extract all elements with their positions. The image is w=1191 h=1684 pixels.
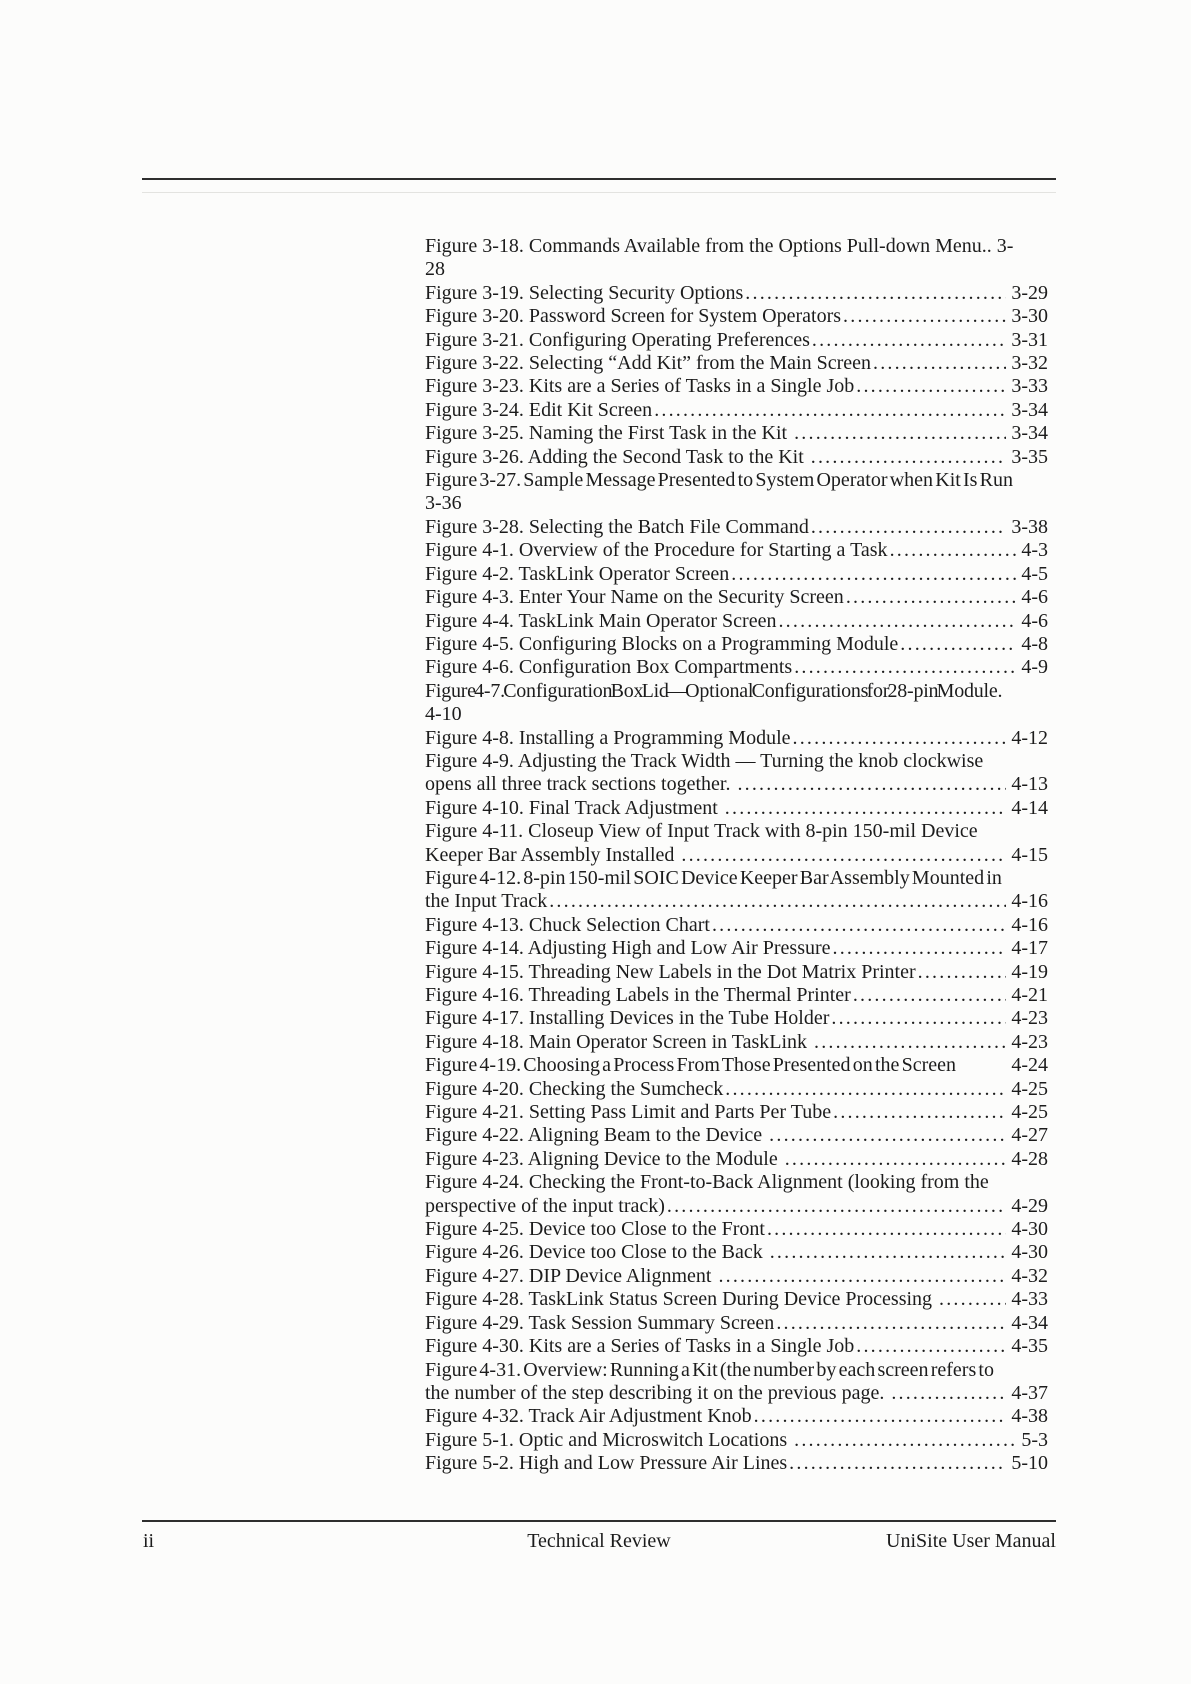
figure-title: Figure 4-18. Main Operator Screen in TaskLink <box>425 1030 813 1053</box>
page-number: 4-23 <box>1011 1007 1048 1030</box>
leader-dots <box>785 1148 1007 1171</box>
figure-entry-line <box>425 1241 1048 1264</box>
figure-entry-line <box>425 1007 1048 1030</box>
page-number: 4-8 <box>1021 632 1048 655</box>
page-number: 4-24 <box>1011 1054 1048 1077</box>
page-number: 4-14 <box>1011 796 1048 819</box>
figure-entry-line <box>425 446 1048 469</box>
page-number: 3-30 <box>1011 305 1048 328</box>
figure-entry-line <box>425 1382 1048 1405</box>
figure-entry-line <box>425 727 1048 750</box>
page-number: 3-34 <box>1011 422 1048 445</box>
figure-title: Figure 4-15. Threading New Labels in the Dot Matrix Printer <box>425 960 916 983</box>
figure-title: Figure 3-26. Adding the Second Task to the Kit <box>425 445 809 468</box>
figure-entry-line <box>425 680 1048 703</box>
figure-entry-line <box>425 703 1048 726</box>
leader-dots <box>843 305 1006 328</box>
figure-entry-line <box>425 914 1048 937</box>
figure-entry-line <box>425 563 1048 586</box>
figure-title: Figure 4-1. Overview of the Procedure for Starting a Task <box>425 539 888 562</box>
figure-entry-line <box>425 656 1048 679</box>
leader-dots <box>794 422 1006 445</box>
figure-entry-line <box>425 516 1048 539</box>
figure-title: Figure 3-23. Kits are a Series of Tasks in a Single Job <box>425 375 855 398</box>
page-number: 4-33 <box>1011 1288 1048 1311</box>
figure-entry-line <box>425 352 1048 375</box>
figure-title: Figure 4-14. Adjusting High and Low Air Pressure <box>425 937 831 960</box>
figure-title: Figure 4-22. Aligning Beam to the Device <box>425 1124 768 1147</box>
figure-entry-line <box>425 1078 1048 1101</box>
footer-page-number: ii <box>143 1530 155 1552</box>
figure-title: Figure 4-5. Configuring Blocks on a Programming Module <box>425 632 899 655</box>
figure-entry-line <box>425 1288 1048 1311</box>
figure-title: Figure 4-26. Device too Close to the Back <box>425 1241 768 1264</box>
leader-dots <box>754 1405 1007 1428</box>
figure-entry-line <box>425 282 1048 305</box>
page-number: 4-3 <box>1021 539 1048 562</box>
figure-entry-line <box>425 610 1048 633</box>
page-number: 4-25 <box>1011 1077 1048 1100</box>
page-number: 3-32 <box>1011 352 1048 375</box>
leader-dots <box>725 797 1007 820</box>
leader-dots <box>856 375 1006 398</box>
leader-dots <box>918 961 1007 984</box>
page-number: 4-17 <box>1011 937 1048 960</box>
page-number: 4-29 <box>1011 1194 1048 1217</box>
leader-dots <box>900 633 1016 656</box>
figure-entry-line <box>425 1218 1048 1241</box>
figure-title: Figure 4-6. Configuration Box Compartments <box>425 656 793 679</box>
figure-entry-line <box>425 235 1048 258</box>
figure-title: the Input Track <box>425 890 548 913</box>
figure-entry-line <box>425 1101 1048 1124</box>
leader-dots <box>769 1124 1006 1147</box>
leader-dots <box>846 586 1017 609</box>
figure-title: Figure 4-17. Installing Devices in the Tube Holder <box>425 1007 830 1030</box>
figure-title: Figure 4-11. Closeup View of Input Track with 8-pin 150-mil Device <box>425 820 978 843</box>
page-number: 4-13 <box>1011 773 1048 796</box>
page-number: 4-32 <box>1011 1264 1048 1287</box>
figure-title: Figure 4-28. TaskLink Status Screen During Device Processing <box>425 1288 938 1311</box>
figure-entry-line <box>425 1054 1048 1077</box>
page-number: 4-25 <box>1011 1101 1048 1124</box>
figure-title: Figure 4-29. Task Session Summary Screen <box>425 1311 775 1334</box>
figure-title: Keeper Bar Assembly Installed <box>425 843 680 866</box>
figure-entry-line <box>425 1429 1048 1452</box>
figure-title: Figure 4-8. Installing a Programming Module <box>425 726 791 749</box>
figure-entry-line <box>425 375 1048 398</box>
figure-title: 28 <box>425 258 445 281</box>
figure-entry-line <box>425 844 1048 867</box>
page-number: 3-29 <box>1011 281 1048 304</box>
figure-entry-line <box>425 937 1048 960</box>
figure-title: Figure 3-25. Naming the First Task in the Kit <box>425 422 793 445</box>
figure-entry-line <box>425 492 1048 515</box>
page-number: 4-16 <box>1011 913 1048 936</box>
figure-entry-line <box>425 1124 1048 1147</box>
page-number: 3-33 <box>1011 375 1048 398</box>
leader-dots <box>712 914 1006 937</box>
page-number: 5-10 <box>1011 1452 1048 1475</box>
leader-dots <box>831 1007 1006 1030</box>
figure-title: Figure 4-30. Kits are a Series of Tasks in a Single Job <box>425 1335 855 1358</box>
header-rule-echo <box>142 192 1056 193</box>
figure-entry-line <box>425 797 1048 820</box>
figure-entry-line <box>425 1031 1048 1054</box>
figure-title: Figure 3-27. Sample Message Presented to System Operator when Kit Is Run <box>425 469 1013 492</box>
figure-title: Figure 3-28. Selecting the Batch File Command <box>425 515 809 538</box>
page-number: 4-6 <box>1021 609 1048 632</box>
leader-dots <box>767 1218 1006 1241</box>
figure-title: opens all three track sections together. <box>425 773 736 796</box>
figure-entry-line <box>425 469 1048 492</box>
leader-dots <box>814 1031 1006 1054</box>
figure-entry-line <box>425 633 1048 656</box>
figure-entry-line <box>425 867 1048 890</box>
leader-dots <box>745 282 1006 305</box>
figure-entry-line <box>425 329 1048 352</box>
figure-title: the number of the step describing it on the previous page. <box>425 1381 890 1404</box>
page-number: 4-28 <box>1011 1147 1048 1170</box>
leader-dots <box>873 352 1006 375</box>
figure-title: 3-36 <box>425 492 462 515</box>
figure-title: Figure 4-16. Threading Labels in the Thermal Printer <box>425 984 851 1006</box>
footer-rule <box>142 1520 1056 1522</box>
leader-dots <box>794 1429 1016 1452</box>
page-number: 4-27 <box>1011 1124 1048 1147</box>
leader-dots <box>737 773 1006 796</box>
figure-entry-line <box>425 820 1048 843</box>
figure-title: Figure 4-24. Checking the Front-to-Back Alignment (looking from the <box>425 1171 989 1194</box>
page-number: 4-6 <box>1021 586 1048 609</box>
figure-entry-line <box>425 1265 1048 1288</box>
figure-entry-line <box>425 1452 1048 1475</box>
page-number: 4-30 <box>1011 1241 1048 1264</box>
leader-dots <box>833 937 1007 960</box>
footer <box>142 1528 1056 1556</box>
figure-title: Figure 4-9. Adjusting the Track Width — Turning the knob clockwise <box>425 749 984 772</box>
page-number: 4-35 <box>1011 1335 1048 1358</box>
header-rule <box>142 178 1056 180</box>
figure-title: Figure 4-31. Overview: Running a Kit (the number by each screen refers to <box>425 1358 994 1381</box>
figure-title: Figure 4-13. Chuck Selection Chart <box>425 913 710 936</box>
figure-title: Figure 4-21. Setting Pass Limit and Parts Per Tube <box>425 1101 832 1124</box>
leader-dots <box>794 656 1016 679</box>
figure-entry-line <box>425 1148 1048 1171</box>
figure-title: Figure 3-24. Edit Kit Screen <box>425 398 653 421</box>
page-number: 4-30 <box>1011 1218 1048 1241</box>
figure-entry-line <box>425 1195 1048 1218</box>
figure-title: Figure 4-4. TaskLink Main Operator Screen <box>425 609 777 632</box>
figure-title: Figure 4-10. Final Track Adjustment <box>425 796 723 819</box>
leader-dots <box>776 1312 1006 1335</box>
figure-title: Figure 5-2. High and Low Pressure Air Lines <box>425 1452 788 1475</box>
figure-entry-line <box>425 422 1048 445</box>
page-number: 4-23 <box>1011 1030 1048 1053</box>
leader-dots <box>681 844 1006 867</box>
figure-title: Figure 4-25. Device too Close to the Front <box>425 1218 765 1241</box>
figure-entry-line <box>425 586 1048 609</box>
page-number: 4-12 <box>1011 726 1048 749</box>
leader-dots <box>667 1195 1006 1218</box>
figure-entry-line <box>425 961 1048 984</box>
figure-title: Figure 4-12. 8-pin 150-mil SOIC Device Keeper Bar Assembly Mounted in <box>425 866 1002 889</box>
leader-dots <box>718 1265 1006 1288</box>
figure-entry-line <box>425 890 1048 913</box>
figure-title: 4-10 <box>425 703 462 726</box>
figure-title: Figure 3-18. Commands Available from the Options Pull-down Menu.. 3- <box>425 235 1014 257</box>
figure-title: Figure 3-19. Selecting Security Options <box>425 281 744 304</box>
leader-dots <box>939 1288 1006 1311</box>
leader-dots <box>812 329 1006 352</box>
figure-title: Figure 4-20. Checking the Sumcheck <box>425 1077 724 1100</box>
page-number: 4-37 <box>1011 1381 1048 1404</box>
figure-entry-line <box>425 1335 1048 1358</box>
leader-dots <box>725 1078 1006 1101</box>
figure-entry-line <box>425 399 1048 422</box>
page-number: 3-35 <box>1011 445 1048 468</box>
page-number: 4-5 <box>1021 562 1048 585</box>
figure-title: Figure 4-2. TaskLink Operator Screen <box>425 562 730 585</box>
figure-list <box>425 235 1048 1476</box>
leader-dots <box>770 1241 1007 1264</box>
page-number: 4-38 <box>1011 1405 1048 1428</box>
footer-center-text: Technical Review <box>527 1530 671 1552</box>
leader-dots <box>778 610 1016 633</box>
leader-dots <box>654 399 1006 422</box>
page-number: 4-19 <box>1011 960 1048 983</box>
leader-dots <box>833 1101 1006 1124</box>
figure-title: Figure 4-19. Choosing a Process From Those Presented on the Screen <box>425 1054 956 1077</box>
figure-title: Figure 4-27. DIP Device Alignment <box>425 1264 717 1287</box>
figure-entry-line <box>425 1405 1048 1428</box>
figure-entry-line <box>425 984 1048 1007</box>
leader-dots <box>853 984 1007 1007</box>
page-number: 3-31 <box>1011 328 1048 351</box>
figure-entry-line <box>425 258 1048 281</box>
figure-title: perspective of the input track) <box>425 1194 665 1217</box>
page-number: 3-38 <box>1011 515 1048 538</box>
leader-dots <box>856 1335 1006 1358</box>
figure-entry-line <box>425 773 1048 796</box>
figure-title: Figure 3-20. Password Screen for System Operators <box>425 305 842 328</box>
figure-entry-line <box>425 1359 1048 1382</box>
page-number: 4-16 <box>1011 890 1048 913</box>
figure-title: Figure 3-22. Selecting “Add Kit” from the Main Screen <box>425 352 871 375</box>
figure-title: Figure 4-3. Enter Your Name on the Security Screen <box>425 586 844 609</box>
page-number: 4-9 <box>1021 656 1048 679</box>
figure-title: Figure 4-7. Configuration Box Lid — Optional Configurations for 28-pin Module. <box>425 679 1003 702</box>
leader-dots <box>549 890 1006 913</box>
figure-entry-line <box>425 1312 1048 1335</box>
figure-entry-line <box>425 1171 1048 1194</box>
page-number: 4-34 <box>1011 1311 1048 1334</box>
leader-dots <box>789 1452 1006 1475</box>
leader-dots <box>811 446 1007 469</box>
footer-right-text: UniSite User Manual <box>886 1530 1056 1552</box>
figure-title: Figure 3-21. Configuring Operating Preferences <box>425 328 810 351</box>
figure-title: Figure 4-23. Aligning Device to the Module <box>425 1147 783 1170</box>
leader-dots <box>890 539 1017 562</box>
figure-entry-line <box>425 305 1048 328</box>
leader-dots <box>811 516 1007 539</box>
leader-dots <box>731 563 1016 586</box>
leader-dots <box>891 1382 1006 1405</box>
figure-entry-line <box>425 750 1048 773</box>
page-number: 5-3 <box>1021 1428 1048 1451</box>
page-number: 4-21 <box>1011 984 1048 1006</box>
page-number: 3-34 <box>1011 398 1048 421</box>
figure-title: Figure 4-32. Track Air Adjustment Knob <box>425 1405 752 1428</box>
figure-entry-line <box>425 539 1048 562</box>
leader-dots <box>793 727 1007 750</box>
figure-title: Figure 5-1. Optic and Microswitch Locations <box>425 1428 793 1451</box>
page-number: 4-15 <box>1011 843 1048 866</box>
